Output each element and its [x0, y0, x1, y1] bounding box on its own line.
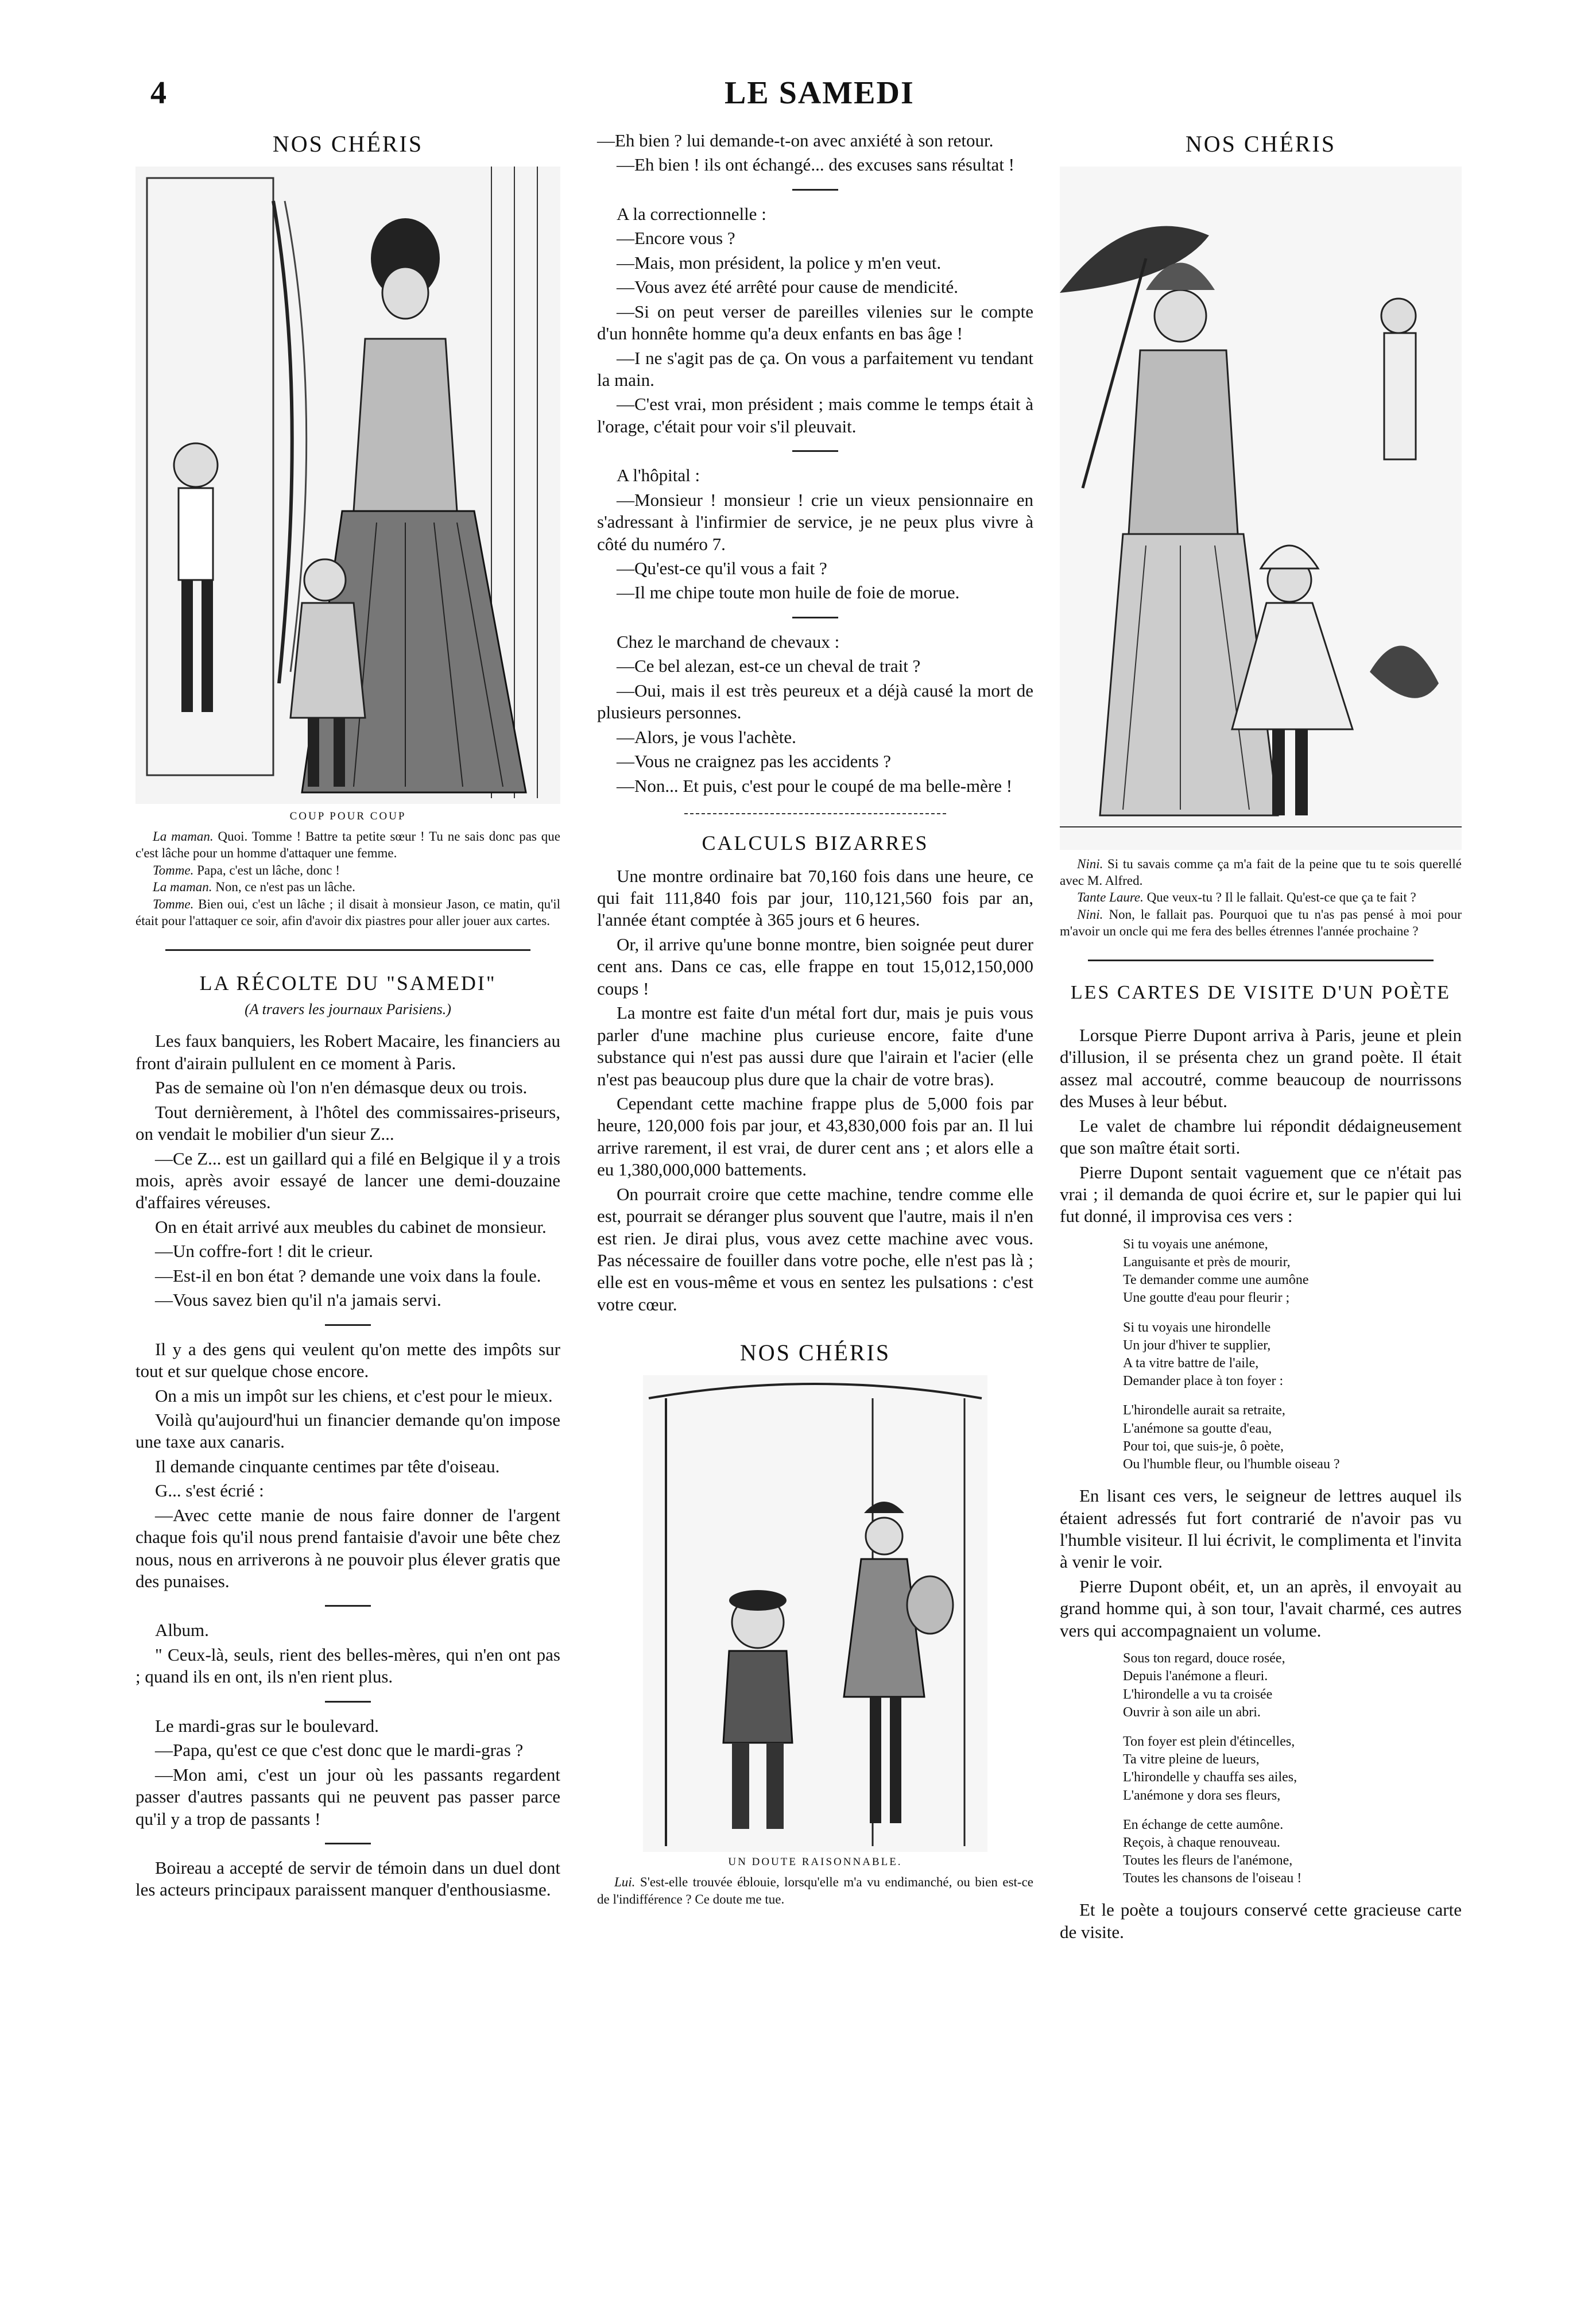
paragraph: " Ceux-là, seuls, rient des belles-mères, qui n'en ont pas ; quand ils en ont, ils n'en rient plus.	[135, 1644, 560, 1687]
paragraph: —Mais, mon président, la police y m'en veut.	[617, 252, 942, 273]
journal-title: LE SAMEDI	[725, 75, 915, 111]
short-divider	[792, 450, 838, 452]
paragraph: —Alors, je vous l'achète.	[617, 726, 796, 747]
paragraph: —Vous ne craignez pas les accidents ?	[617, 751, 892, 772]
paragraph: —Vous savez bien qu'il n'a jamais servi.	[155, 1290, 441, 1310]
paragraph: Boireau a accepté de servir de témoin dans un duel dont les acteurs principaux paraissent manquer d'enthousiasme.	[135, 1857, 560, 1900]
page-number: 4	[150, 75, 168, 111]
article-title-calculs: CALCULS BIZARRES	[702, 831, 929, 854]
paragraph: —Mon ami, c'est un jour où les passants regardent passer d'autres passants qui ne peuvent pas passer parce qu'il y a trop de passants !	[135, 1764, 560, 1829]
paragraph: A la correctionnelle :	[617, 203, 766, 224]
short-divider	[792, 189, 838, 191]
illustration-title-1: NOS CHÉRIS	[272, 131, 424, 157]
caption-1	[135, 810, 560, 930]
paragraph: —Encore vous ?	[617, 228, 735, 249]
paragraph: —Non... Et puis, c'est pour le coupé de ma belle-mère !	[617, 775, 1013, 796]
paragraph: On a mis un impôt sur les chiens, et c'est pour le mieux.	[155, 1385, 553, 1406]
paragraph: —Qu'est-ce qu'il vous a fait ?	[617, 558, 827, 578]
paragraph: G... s'est écrié :	[155, 1480, 264, 1501]
poem-2	[1123, 1650, 1462, 1887]
poem-stanza: Sous ton regard, douce rosée, Depuis l'anémone a fleuri. L'hirondelle a vu ta croisée Ouvrir à son aile un abri.	[1123, 1651, 1285, 1720]
short-divider	[325, 1843, 371, 1844]
article-title-recolte: LA RÉCOLTE DU "SAMEDI"	[199, 971, 497, 995]
paragraph: Et le poète a toujours conservé cette gracieuse carte de visite.	[1060, 1900, 1462, 1942]
paragraph: —Un coffre-fort ! dit le crieur.	[155, 1241, 373, 1262]
paragraph: On en était arrivé aux meubles du cabinet de monsieur.	[155, 1216, 547, 1237]
paragraph: —Ce bel alezan, est-ce un cheval de trait ?	[617, 656, 921, 676]
caption-line: La maman. Quoi. Tomme ! Battre ta petite sœur ! Tu ne sais donc pas que c'est lâche pour un homme d'attaquer une femme.	[135, 829, 560, 861]
paragraph: Pierre Dupont sentait vaguement que ce n'était pas vrai ; il demanda de quoi écrire et, sur le papier qui lui fut donné, il improvisa ces vers :	[1060, 1162, 1462, 1227]
dashed-divider	[684, 813, 946, 814]
short-divider	[325, 1701, 371, 1703]
paragraph: Voilà qu'aujourd'hui un financier demande qu'on impose une taxe aux canaris.	[135, 1409, 560, 1452]
poem-stanza: Si tu voyais une anémone, Languisante et près de mourir, Te demander comme une aumône Une goutte d'eau pour fleurir ;	[1123, 1236, 1309, 1306]
caption-title-1: COUP POUR COUP	[289, 810, 406, 822]
divider	[165, 949, 530, 951]
column-1	[135, 130, 560, 1904]
paragraph: A l'hôpital :	[617, 465, 700, 486]
paragraph: Pas de semaine où l'on n'en démasque deux ou trois.	[155, 1077, 528, 1098]
column-2	[597, 130, 1033, 1908]
caption-line: Tomme. Bien oui, c'est un lâche ; il disait à monsieur Jason, ce matin, qu'il était pour l'attaquer ce soir, afin d'avoir dix piastres pour aller jouer aux cartes.	[135, 896, 560, 929]
paragraph: Tout dernièrement, à l'hôtel des commissaires-priseurs, on vendait le mobilier d'un sieur Z...	[135, 1101, 560, 1144]
paragraph: Le mardi-gras sur le boulevard.	[155, 1715, 379, 1736]
poem-stanza: Si tu voyais une hirondelle Un jour d'hiver te supplier, A ta vitre battre de l'aile, Demander place à ton foyer :	[1123, 1320, 1284, 1389]
article-subtitle-recolte: (A travers les journaux Parisiens.)	[245, 1001, 451, 1018]
engraving-boy-girl-image	[643, 1375, 987, 1852]
paragraph: La montre est faite d'un métal fort dur, mais je puis vous parler d'une machine plus curieuse encore, faite d'une substance qui n'est pas aussi dure que l'airain et l'acier (elle n'est pas beaucoup plus dure que la chair de votre bras).	[597, 1003, 1033, 1089]
short-divider	[792, 617, 838, 618]
illustration-title-2: NOS CHÉRIS	[739, 1340, 891, 1366]
poem-stanza: En échange de cette aumône. Reçois, à chaque renouveau. Toutes les fleurs de l'anémone, Toutes les chansons de l'oiseau !	[1123, 1817, 1302, 1886]
paragraph: —Papa, qu'est ce que c'est donc que le mardi-gras ?	[155, 1740, 524, 1761]
paragraph: —Oui, mais il est très peureux et a déjà causé la mort de plusieurs personnes.	[597, 680, 1033, 723]
paragraph: —Ce Z... est un gaillard qui a filé en Belgique il y a trois mois, après avoir essayé de lancer une demi-douzaine d'affaires véreuses.	[135, 1148, 560, 1213]
paragraph: —Vous avez été arrêté pour cause de mendicité.	[617, 277, 959, 297]
caption-line: Tante Laure. Que veux-tu ? Il le fallait. Qu'est-ce que ça te fait ?	[1077, 890, 1416, 905]
poem-1	[1123, 1236, 1462, 1473]
caption-2	[597, 1855, 1033, 1908]
paragraph: —Avec cette manie de nous faire donner de l'argent chaque fois qu'il nous prend fantaisie d'avoir une bête chez nous, nous en arriverons à ne pouvoir plus élever gratis que des punaises.	[135, 1504, 560, 1592]
paragraph: On pourrait croire que cette machine, tendre comme elle est, pourrait se déranger plus souvent que l'autre, mais il n'en est rien. Je dirai plus, vous avez cette machine avec vous. Pas nécessaire de fouiller dans votre poche, elle n'est pas là ; elle est en vous-même et vous en sentez les pulsations : c'est votre cœur.	[597, 1183, 1033, 1314]
paragraph: En lisant ces vers, le seigneur de lettres auquel ils étaient adressés fut fort contrarié de n'avoir pas vu l'humble visiteur. Il lui écrivit, le complimenta et l'invita à venir le voir.	[1060, 1486, 1462, 1572]
short-divider	[325, 1605, 371, 1607]
poem-stanza: Ton foyer est plein d'étincelles, Ta vitre pleine de lueurs, L'hirondelle y chauffa ses ailes, L'anémone y dora ses fleurs,	[1123, 1734, 1297, 1803]
illustration-title-3: NOS CHÉRIS	[1185, 131, 1337, 157]
divider	[1088, 960, 1434, 961]
caption-line: Nini. Non, le fallait pas. Pourquoi que tu n'as pas pensé à moi pour m'avoir un oncle qui me fera des belles étrennes l'année prochaine ?	[1060, 907, 1462, 939]
paragraph: —Est-il en bon état ? demande une voix dans la foule.	[155, 1265, 541, 1286]
paragraph: Cependant cette machine frappe plus de 5,000 fois par heure, 120,000 fois par jour, et 43,830,000 fois par an. Il lui arrive rarement, il est vrai, de durer cent ans ; et alors elle a eu 1,380,000,000 battements.	[597, 1093, 1033, 1180]
paragraph: Lorsque Pierre Dupont arriva à Paris, jeune et plein d'illusion, il se présenta chez un grand poète. Il était assez mal accoutré, comme beaucoup de nourrissons des Muses à leur bébut.	[1060, 1024, 1462, 1112]
poem-stanza: L'hirondelle aurait sa retraite, L'anémone sa goutte d'eau, Pour toi, que suis-je, ô poète, Ou l'humble fleur, ou l'humble oiseau ?	[1123, 1403, 1340, 1472]
caption-line: Lui. S'est-elle trouvée éblouie, lorsqu'elle m'a vu endimanché, ou bien est-ce de l'indifférence ? Ce doute me tue.	[597, 1875, 1033, 1906]
paragraph: Or, il arrive qu'une bonne montre, bien soignée peut durer cent ans. Dans ce cas, elle frappe en tout 15,012,150,000 coups !	[597, 934, 1033, 999]
paragraph: —Si on peut verser de pareilles vilenies sur le compte d'un honnête homme qu'a deux enfants en bas âge !	[597, 301, 1033, 344]
paragraph: Une montre ordinaire bat 70,160 fois dans une heure, ce qui fait 111,840 fois par jour, 110,121,560 fois par an, l'année étant comptée à 365 jours et 6 heures.	[597, 865, 1033, 930]
paragraph: Album.	[155, 1620, 209, 1641]
caption-line: Nini. Si tu savais comme ça m'a fait de la peine que tu te sois querellé avec M. Alfred.	[1060, 856, 1462, 888]
paragraph: Il y a des gens qui veulent qu'on mette des impôts sur tout et sur quelque chose encore.	[135, 1339, 560, 1382]
paragraph: —Eh bien ! ils ont échangé... des excuses sans résultat !	[617, 154, 1015, 175]
paragraph: —Eh bien ? lui demande-t-on avec anxiété à son retour.	[597, 130, 994, 150]
paragraph: —I ne s'agit pas de ça. On vous a parfaitement vu tendant la main.	[597, 347, 1033, 390]
engraving-mother-children-image	[135, 167, 560, 804]
caption-title-2: UN DOUTE RAISONNABLE.	[728, 1855, 902, 1868]
paragraph: Chez le marchand de chevaux :	[617, 631, 840, 652]
caption-line: La maman. Non, ce n'est pas un lâche.	[153, 880, 355, 895]
illustration-coup-pour-coup	[135, 167, 560, 804]
illustration-nini	[1060, 167, 1462, 850]
paragraph: Il demande cinquante centimes par tête d'oiseau.	[155, 1456, 500, 1476]
paragraph: Les faux banquiers, les Robert Macaire, les financiers au front d'airain pullulent en ce moment à Paris.	[135, 1031, 560, 1073]
paragraph: —C'est vrai, mon président ; mais comme le temps était à l'orage, c'était pour voir s'il pleuvait.	[597, 394, 1033, 436]
column-3	[1060, 130, 1462, 1945]
short-divider	[325, 1324, 371, 1326]
article-title-cartes: LES CARTES DE VISITE D'UN POÈTE	[1070, 981, 1451, 1003]
paragraph: Pierre Dupont obéit, et, un an après, il envoyait au grand homme qui, à son tour, l'avait charmé, ces autres vers qui accompagnaient un volume.	[1060, 1576, 1462, 1641]
engraving-lady-parasol-image	[1060, 167, 1462, 850]
caption-3	[1060, 856, 1462, 940]
paragraph: Le valet de chambre lui répondit dédaigneusement que son maître était sorti.	[1060, 1115, 1462, 1158]
caption-line: Tomme. Papa, c'est un lâche, donc !	[153, 862, 340, 877]
paragraph: —Il me chipe toute mon huile de foie de morue.	[617, 582, 960, 603]
paragraph: —Monsieur ! monsieur ! crie un vieux pensionnaire en s'adressant à l'infirmier de service, je ne peux plus vivre à côté du numéro 7.	[597, 489, 1033, 554]
illustration-un-doute	[643, 1375, 987, 1852]
